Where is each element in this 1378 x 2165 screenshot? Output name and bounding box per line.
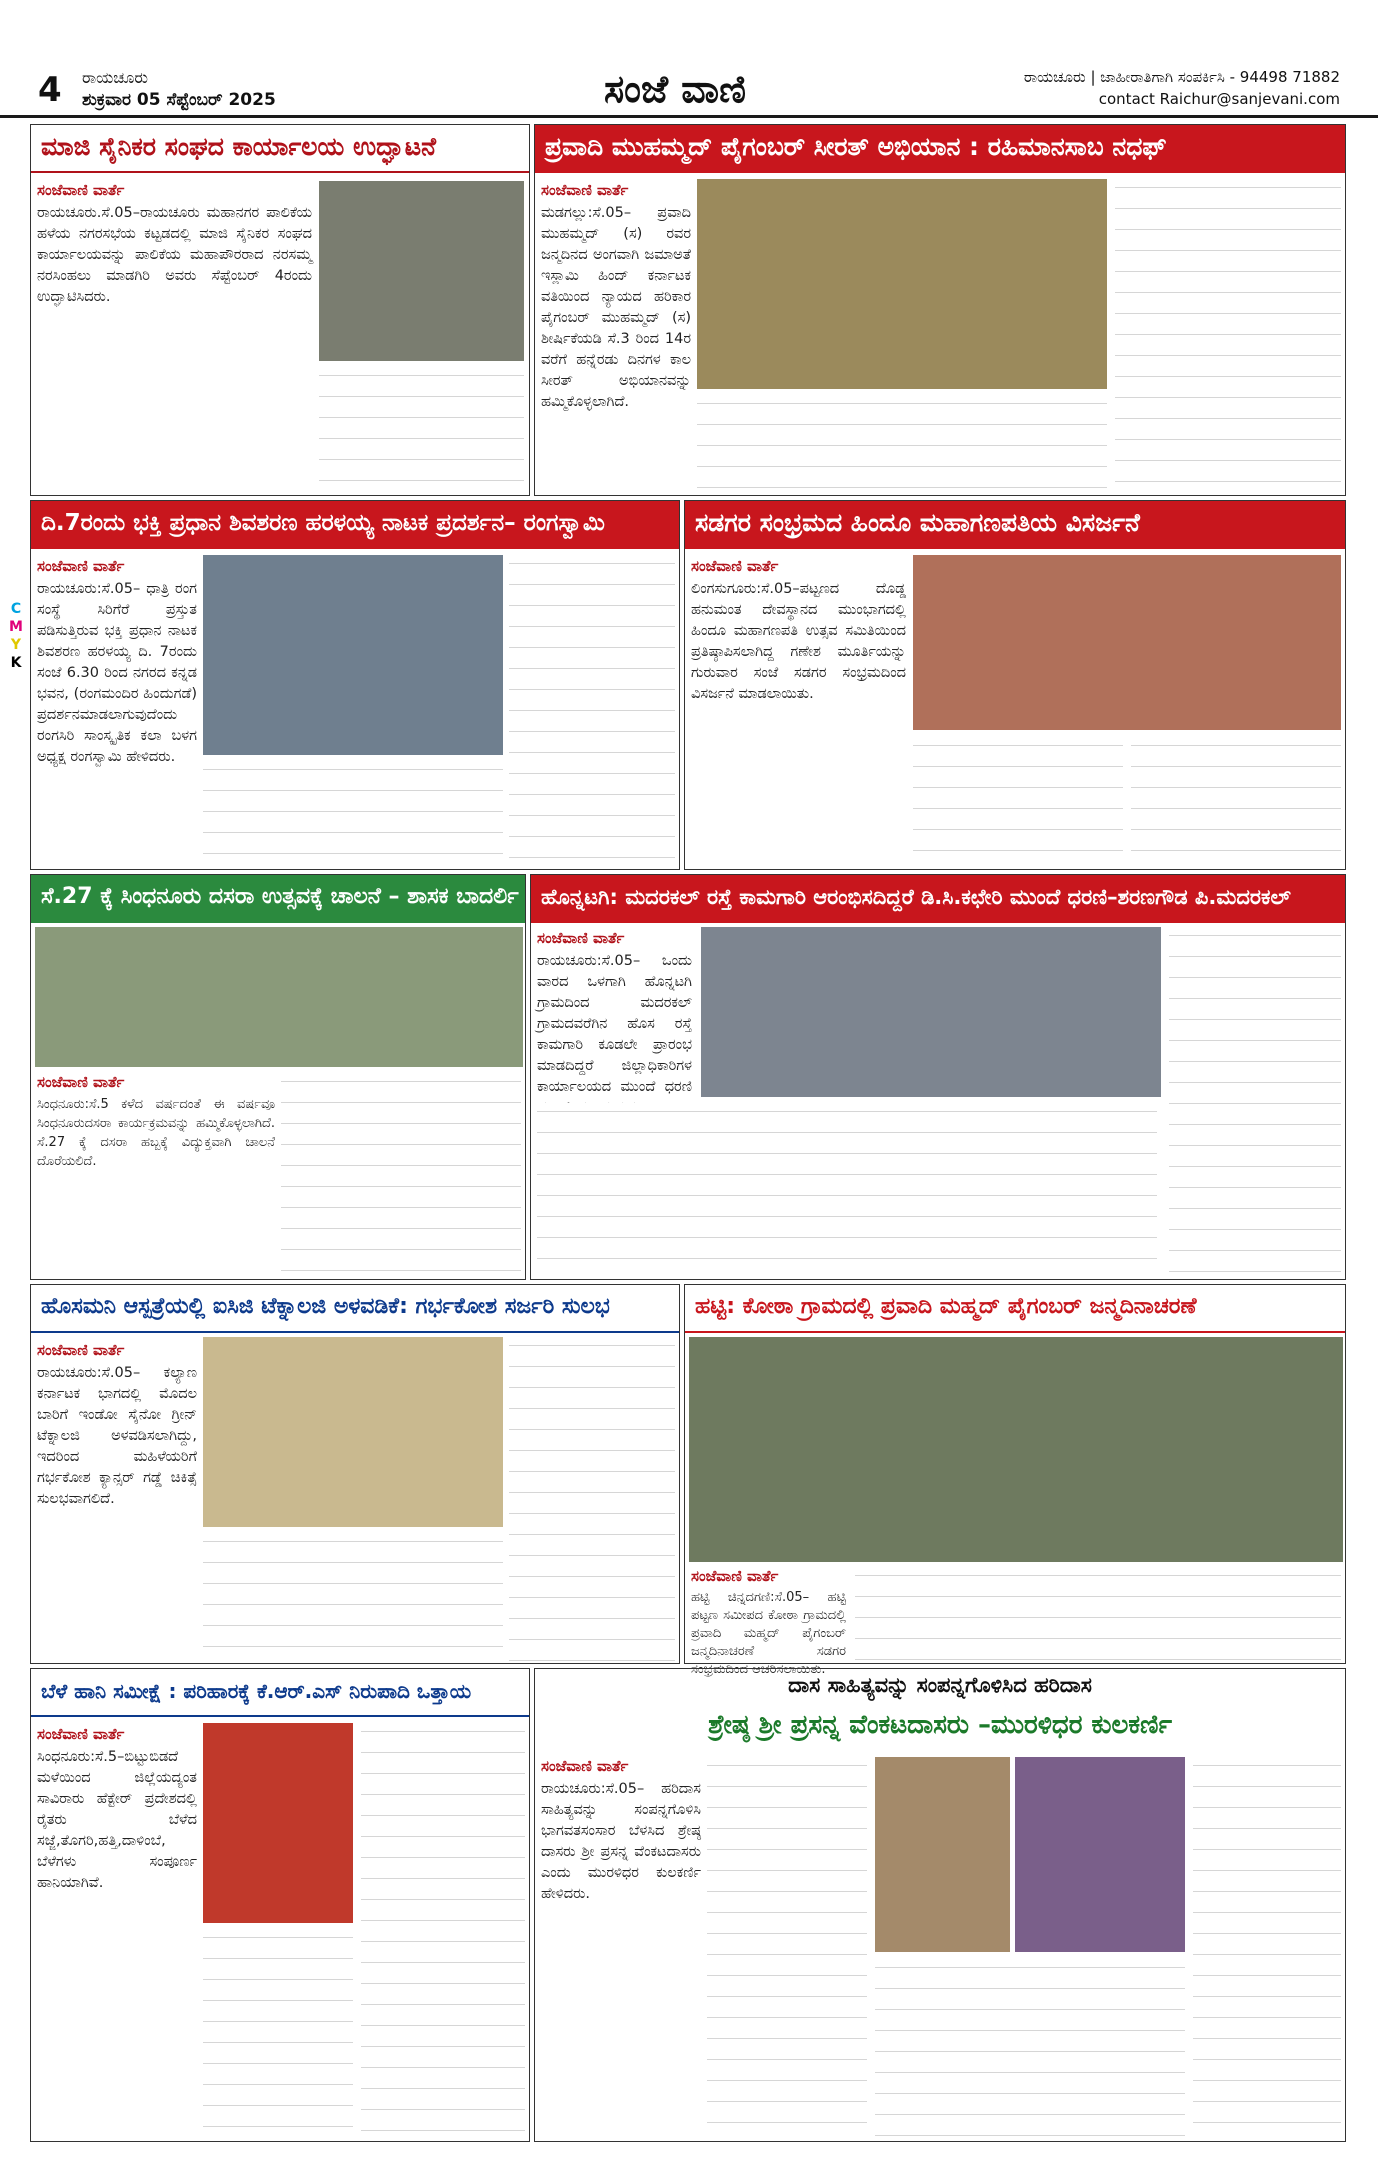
article-body: ಸಿಂಧನೂರು:ಸೆ.5 ಕಳೆದ ವರ್ಷದಂತೆ ಈ ವರ್ಷವೂ ಸಿಂಧನೂರುದಸರಾ ಕಾರ್ಯಕ್ರಮವನ್ನು ಹಮ್ಮಿಕೊಳ್ಳಲಾಗಿದೆ. ಸೆ.27 ಕ್ಕೆ ದಸರಾ ಹಬ್ಬಕ್ಕೆ ವಿದ್ಯುಕ್ತವಾಗಿ ಚಾಲನೆ ದೊರೆಯಲಿದೆ.: [37, 1097, 275, 1169]
news-photo: [35, 927, 523, 1067]
cmyk-m: M: [9, 619, 23, 635]
article-byline: ಸಂಜೆವಾಣಿ ವಾರ್ತೆ: [37, 1341, 125, 1359]
article-ex-servicemen: [30, 124, 530, 496]
article-haridasa: [534, 1668, 1346, 2142]
article-crop-damage: [30, 1668, 530, 2142]
article-body-continued: [1131, 737, 1341, 867]
masthead: [0, 0, 1378, 118]
article-body: ರಾಯಚೂರು.ಸೆ.05–ರಾಯಚೂರು ಮಹಾನಗರ ಪಾಲಿಕೆಯ ಹಳೆಯ ನಗರಸಭೆಯ ಕಟ್ಟಡದಲ್ಲಿ ಮಾಜಿ ಸೈನಿಕರ ಸಂಘದ ಕಾರ್ಯಾಲಯವನ್ನು ಪಾಲಿಕೆಯ ಮಹಾಪೌರರಾದ ನರಸಮ್ಮ ನರಸಿಂಹಲು ಮಾಡಗಿರಿ ಅವರು ಸೆಪ್ಟೆಂಬರ್ 4ರಂದು ಉದ್ಘಾಟಿಸಿದರು.: [37, 205, 312, 305]
article-kicker: ದಾಸ ಸಾಹಿತ್ಯವನ್ನು ಸಂಪನ್ನಗೊಳಿಸಿದ ಹರಿದಾಸ: [788, 1673, 1092, 1697]
article-byline: ಸಂಜೆವಾಣಿ ವಾರ್ತೆ: [541, 181, 629, 199]
news-photo-portrait: [203, 1723, 353, 1923]
article-body-continued: [361, 1723, 525, 2137]
article-headline: ಮಾಜಿ ಸೈನಿಕರ ಸಂಘದ ಕಾರ್ಯಾಲಯ ಉದ್ಘಾಟನೆ: [31, 125, 529, 173]
article-byline: ಸಂಜೆವಾಣಿ ವಾರ್ತೆ: [537, 929, 625, 947]
article-byline: ಸಂಜೆವಾಣಿ ವಾರ್ತೆ: [37, 1725, 125, 1743]
news-photo: [913, 555, 1341, 730]
article-headline: ಸೆ.27 ಕ್ಕೆ ಸಿಂಧನೂರು ದಸರಾ ಉತ್ಸವಕ್ಕೆ ಚಾಲನೆ – ಶಾಸಕ ಬಾದರ್ಲಿ: [31, 875, 525, 923]
article-body-continued: [875, 1959, 1185, 2139]
news-photo: [697, 179, 1107, 389]
article-headline: ಸಡಗರ ಸಂಭ್ರಮದ ಹಿಂದೂ ಮಹಾಗಣಪತಿಯ ವಿಸರ್ಜನೆ: [685, 501, 1345, 549]
article-dasara-festival: [30, 874, 526, 1280]
article-body: ರಾಯಚೂರು:ಸೆ.05– ಒಂದು ವಾರದ ಒಳಗಾಗಿ ಹೊನ್ನಟಗಿ ಗ್ರಾಮದಿಂದ ಮದರಕಲ್ ಗ್ರಾಮದವರೆಗಿನ ಹೊಸ ರಸ್ತೆ ಕಾಮಗಾರಿ ಕೂಡಲೇ ಪ್ರಾರಂಭ ಮಾಡದಿದ್ದರೆ ಜಿಲ್ಲಾಧಿಕಾರಿಗಳ ಕಾರ್ಯಾಲಯದ ಮುಂದೆ ಧರಣಿ: [537, 953, 692, 1095]
article-ganapati-immersion: [684, 500, 1346, 870]
article-body: ಮಡಗಲ್ಲು:ಸೆ.05– ಪ್ರವಾದಿ ಮುಹಮ್ಮದ್ (ಸ) ರವರ ಜನ್ಮದಿನದ ಅಂಗವಾಗಿ ಜಮಾಅತೆ ಇಸ್ಲಾಮಿ ಹಿಂದ್ ಕರ್ನಾಟಕ ವತಿಯಿಂದ ನ್ಯಾಯದ ಹರಿಕಾರ ಪೈಗಂಬರ್ ಮುಹಮ್ಮದ್ (ಸ) ಶೀರ್ಷಿಕೆಯಡಿ ಸೆ.3 ರಿಂದ 14ರ ವರೆಗೆ ಹನ್ನೆರಡು ದಿನಗಳ ಕಾಲ ಸೀರತ್ ಅಭಿಯಾನವನ್ನು ಹಮ್ಮಿಕೊಳ್ಳಲಾಗಿದೆ.: [541, 205, 691, 410]
article-headline: ಪ್ರವಾದಿ ಮುಹಮ್ಮದ್ ಪೈಗಂಬರ್ ಸೀರತ್ ಅಭಿಯಾನ : ರಹಿಮಾನಸಾಬ ನಧಫ್: [535, 125, 1345, 173]
masthead-contact: [990, 66, 1340, 110]
article-body-continued: [319, 367, 524, 492]
article-kotha-celebration: [684, 1284, 1346, 1677]
masthead-city: ರಾಯಚೂರು: [82, 68, 148, 87]
article-body-continued: [537, 1103, 1157, 1277]
article-headline: ಹೊನ್ನಟಗಿ: ಮದರಕಲ್ ರಸ್ತೆ ಕಾಮಗಾರಿ ಆರಂಭಿಸದಿದ್ದರೆ ಡಿ.ಸಿ.ಕಛೇರಿ ಮುಂದೆ ಧರಣಿ–ಶರಣಗೌಡ ಪಿ.ಮದರಕಲ್: [531, 875, 1345, 923]
article-body-continued: [697, 395, 1107, 493]
article-body-continued: [509, 555, 675, 867]
page-number: 4: [38, 70, 62, 110]
article-body-continued: [203, 1929, 353, 2137]
article-byline: ಸಂಜೆವಾಣಿ ವಾರ್ತೆ: [37, 557, 125, 575]
article-body: ಸಿಂಧನೂರು:ಸೆ.5–ಬಿಟ್ಟುಬಿಡದೆ ಮಳೆಯಿಂದ ಜಿಲ್ಲೆಯದ್ಯಂತ ಸಾವಿರಾರು ಹೆಕ್ಟೇರ್ ಪ್ರದೇಶದಲ್ಲಿ ರೈತರು ಬೆಳೆದ ಸಜ್ಜೆ,ತೊಗರಿ,ಹತ್ತಿ,ದಾಳಿಂಬೆ, ಬೆಳೆಗಳು ಸಂಪೂರ್ಣ ಹಾನಿಯಾಗಿವೆ.: [37, 1749, 197, 1891]
article-headline: ಹಟ್ಟಿ: ಕೋಠಾ ಗ್ರಾಮದಲ್ಲಿ ಪ್ರವಾದಿ ಮಹ್ಮದ್ ಪೈಗಂಬರ್ ಜನ್ಮದಿನಾಚರಣೆ: [685, 1285, 1345, 1333]
article-body-continued: [1169, 927, 1341, 1277]
cmyk-y: Y: [10, 637, 22, 653]
cmyk-k: K: [10, 655, 22, 671]
article-headline: ಬೆಳೆ ಹಾನಿ ಸಮೀಕ್ಷೆ : ಪರಿಹಾರಕ್ಕೆ ಕೆ.ಆರ್.ಎಸ್ ನಿರುಪಾದಿ ಒತ್ತಾಯ: [31, 1669, 529, 1717]
article-headline: ದಿ.7ರಂದು ಭಕ್ತಿ ಪ್ರಧಾನ ಶಿವಶರಣ ಹರಳಯ್ಯ ನಾಟಕ ಪ್ರದರ್ಶನ– ರಂಗಸ್ವಾಮಿ: [31, 501, 679, 549]
article-road-protest: [530, 874, 1346, 1280]
news-photo: [203, 555, 503, 755]
article-headline: ಹೊಸಮನಿ ಆಸ್ಪತ್ರೆಯಲ್ಲಿ ಐಸಿಜಿ ಟೆಕ್ನಾಲಜಿ ಅಳವಡಿಕೆ: ಗರ್ಭಕೋಶ ಸರ್ಜರಿ ಸುಲಭ: [31, 1285, 679, 1333]
article-headline: ಶ್ರೇಷ್ಠ ಶ್ರೀ ಪ್ರಸನ್ನ ವೆಂಕಟದಾಸರು –ಮುರಳಿಧರ ಕುಲಕರ್ಣಿ: [535, 1703, 1345, 1751]
cmyk-c: C: [10, 601, 22, 617]
article-hospital-technology: [30, 1284, 680, 1664]
article-body-continued: [509, 1337, 675, 1661]
article-byline: ಸಂಜೆವಾಣಿ ವಾರ್ತೆ: [37, 181, 125, 199]
article-body: ರಾಯಚೂರು:ಸೆ.05– ಧಾತ್ರಿ ರಂಗ ಸಂಸ್ಥೆ ಸಿರಿಗೆರೆ ಪ್ರಸ್ತುತ ಪಡಿಸುತ್ತಿರುವ ಭಕ್ತಿ ಪ್ರಧಾನ ನಾಟಕ ಶಿವಶರಣ ಹರಳಯ್ಯ ದಿ. 7ರಂದು ಸಂಜೆ 6.30 ರಿಂದ ನಗರದ ಕನ್ನಡ ಭವನ, (ರಂಗಮಂದಿರ ಹಿಂದುಗಡೆ) ಪ್ರದರ್ಶನಮಾಡಲಾಗುವುದೆಂದು ರಂಗಸಿರಿ ಸಾಂಸ್ಕೃತಿಕ ಕಲಾ ಬಳಗ ಅಧ್ಯಕ್ಷ ರಂಗಸ್ವಾಮಿ ಹೇಳಿದರು.: [37, 581, 197, 765]
contact-line-ads: ರಾಯಚೂರು | ಜಾಹೀರಾತಿಗಾಗಿ ಸಂಪರ್ಕಿಸಿ - 94498 71882: [1023, 68, 1340, 86]
news-photo: [203, 1337, 503, 1527]
news-photo: [1015, 1757, 1185, 1952]
article-body-continued: [203, 761, 503, 867]
news-photo: [875, 1757, 1010, 1952]
article-byline: ಸಂಜೆವಾಣಿ ವಾರ್ತೆ: [691, 557, 779, 575]
article-body: ರಾಯಚೂರು:ಸೆ.05– ಹರಿದಾಸ ಸಾಹಿತ್ಯವನ್ನು ಸಂಪನ್ನಗೊಳಿಸಿ ಭಾಗವತಸಂಸಾರ ಬೆಳಸಿದ ಶ್ರೇಷ್ಠ ದಾಸರು ಶ್ರೀ ಪ್ರಸನ್ನ ವೆಂಕಟದಾಸರು ಎಂದು ಮುರಳಿಧರ ಕುಲಕರ್ಣಿ ಹೇಳಿದರು.: [541, 1781, 701, 1902]
news-photo: [689, 1337, 1343, 1562]
article-body-continued: [1115, 179, 1341, 493]
article-byline: ಸಂಜೆವಾಣಿ ವಾರ್ತೆ: [691, 1567, 779, 1585]
article-body: ಹಟ್ಟಿ ಚಿನ್ನದಗಣಿ:ಸೆ.05– ಹಟ್ಟಿ ಪಟ್ಟಣ ಸಮೀಪದ ಕೋಠಾ ಗ್ರಾಮದಲ್ಲಿ ಪ್ರವಾದಿ ಮಹ್ಮದ್ ಪೈಗಂಬರ್ ಜನ್ಮದಿನಾಚರಣೆ ಸಡಗರ ಸಂಭ್ರಮದಿಂದ ಆಚರಿಸಲಾಯಿತು.: [691, 1590, 846, 1677]
news-photo: [319, 181, 524, 361]
article-body-continued: [855, 1567, 1341, 1661]
news-photo: [701, 927, 1161, 1097]
article-body: ಲಿಂಗಸುಗೂರು:ಸೆ.05–ಪಟ್ಟಣದ ದೊಡ್ಡ ಹನುಮಂತ ದೇವಸ್ಥಾನದ ಮುಂಭಾಗದಲ್ಲಿ ಹಿಂದೂ ಮಹಾಗಣಪತಿ ಉತ್ಸವ ಸಮಿತಿಯಿಂದ ಪ್ರತಿಷ್ಠಾಪಿಸಲಾಗಿದ್ದ ಗಣೇಶ ಮೂರ್ತಿಯನ್ನು ಗುರುವಾರ ಸಂಜೆ ಸಡಗರ ಸಂಭ್ರಮದಿಂದ ವಿಸರ್ಜನೆ ಮಾಡಲಾಯಿತು.: [691, 581, 906, 702]
cmyk-registration-marks: [6, 600, 26, 672]
article-body-continued: [1193, 1757, 1341, 2139]
article-body-continued: [913, 737, 1123, 867]
article-drama-show: [30, 500, 680, 870]
article-body-continued: [707, 1757, 867, 2139]
article-byline: ಸಂಜೆವಾಣಿ ವಾರ್ತೆ: [37, 1073, 125, 1091]
article-body-continued: [281, 1073, 521, 1277]
issue-date: ಶುಕ್ರವಾರ 05 ಸೆಪ್ಟೆಂಬರ್ 2025: [82, 90, 276, 110]
newspaper-logo: ಸಂಜೆ ವಾಣಿ: [603, 66, 746, 111]
article-byline: ಸಂಜೆವಾಣಿ ವಾರ್ತೆ: [541, 1757, 629, 1775]
article-seerat-campaign: [534, 124, 1346, 496]
article-body: ರಾಯಚೂರು:ಸೆ.05– ಕಲ್ಯಾಣ ಕರ್ನಾಟಕ ಭಾಗದಲ್ಲಿ ಮೊದಲ ಬಾರಿಗೆ ಇಂಡೋ ಸೈನೋ ಗ್ರೀನ್ ಟೆಕ್ನಾಲಜಿ ಅಳವಡಿಸಲಾಗಿದ್ದು, ಇದರಿಂದ ಮಹಿಳೆಯರಿಗೆ ಗರ್ಭಕೋಶ ಕ್ಯಾನ್ಸರ್ ಗಡ್ಡೆ ಚಿಕಿತ್ಸೆ ಸುಲಭವಾಗಲಿದೆ.: [37, 1365, 197, 1507]
article-body-continued: [203, 1533, 503, 1661]
contact-line-email: contact Raichur@sanjevani.com: [1098, 90, 1340, 108]
